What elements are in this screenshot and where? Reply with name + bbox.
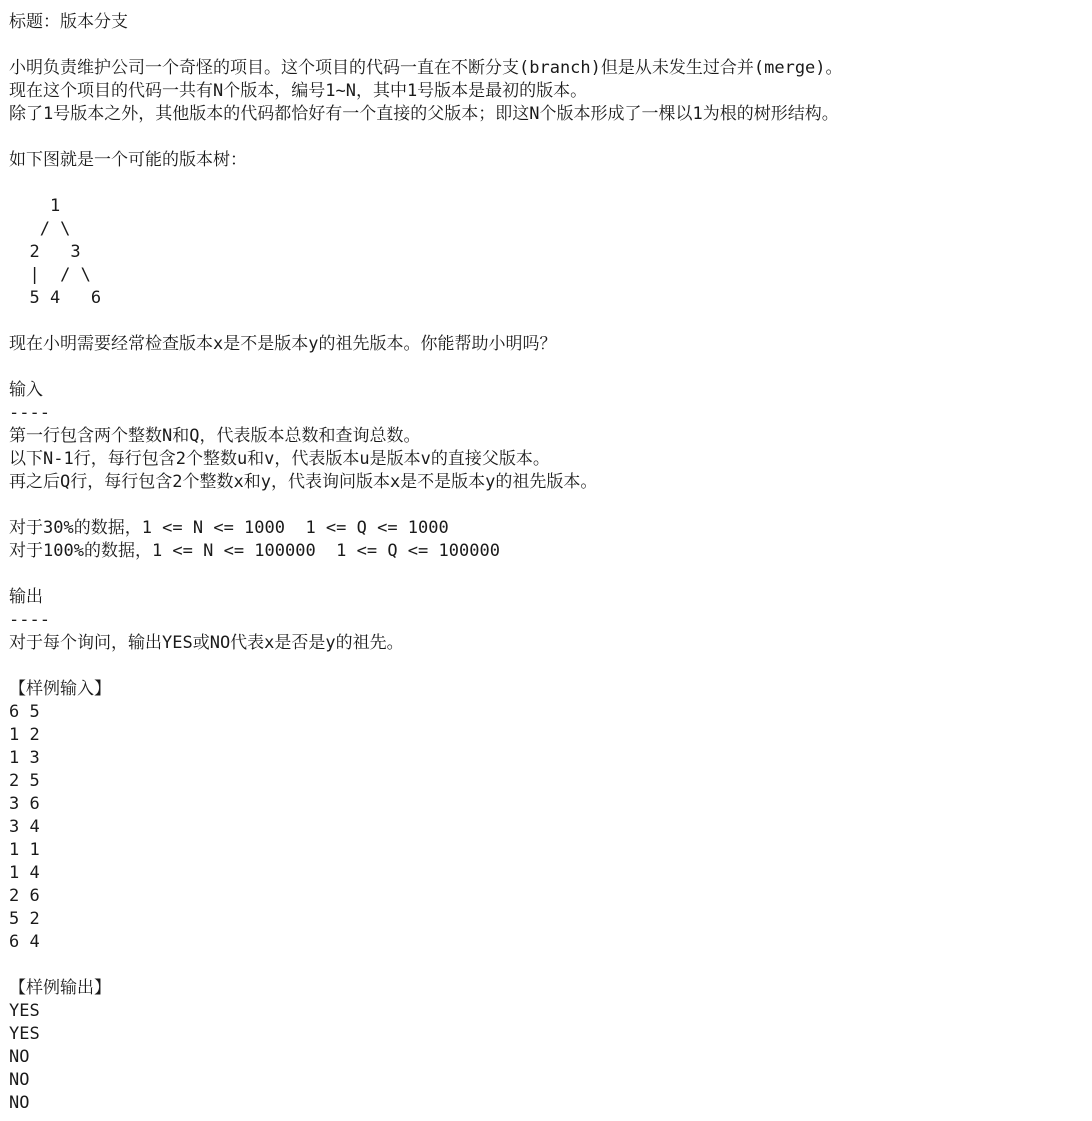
text-line: 如下图就是一个可能的版本树： [9, 150, 247, 170]
text-line: 对于每个询问，输出YES或NO代表x是否是y的祖先。 [9, 633, 404, 653]
text-line: 【样例输出】 [9, 978, 111, 998]
blank-line [9, 356, 1092, 379]
blank-line [9, 563, 1092, 586]
text-line: 对于30%的数据，1 <= N <= 1000 1 <= Q <= 1000 [9, 518, 449, 538]
text-line: 6 4 [9, 932, 40, 952]
text-line: 1 4 [9, 863, 40, 883]
text-line: 5 4 6 [9, 288, 102, 308]
text-line: 2 3 [9, 242, 81, 262]
blank-line [9, 172, 1092, 195]
text-line: NO [9, 1047, 30, 1067]
text-line: ---- [9, 610, 50, 630]
blank-line [9, 655, 1092, 678]
blank-line [9, 310, 1092, 333]
blank-line [9, 954, 1092, 977]
text-line: 除了1号版本之外，其他版本的代码都恰好有一个直接的父版本；即这N个版本形成了一棵以1为根的树形结构。 [9, 104, 839, 124]
text-line: YES [9, 1001, 40, 1021]
text-line: 1 2 [9, 725, 40, 745]
text-line: 3 6 [9, 794, 40, 814]
text-line: 输出 [9, 587, 43, 607]
blank-line [9, 126, 1092, 149]
text-line: 6 5 [9, 702, 40, 722]
text-line: 第一行包含两个整数N和Q，代表版本总数和查询总数。 [9, 426, 421, 446]
text-line: 【样例输入】 [9, 679, 111, 699]
text-line: 1 3 [9, 748, 40, 768]
text-line: 5 2 [9, 909, 40, 929]
text-line: 1 1 [9, 840, 40, 860]
text-line: 现在小明需要经常检查版本x是不是版本y的祖先版本。你能帮助小明吗？ [9, 334, 557, 354]
text-line: 以下N-1行，每行包含2个整数u和v，代表版本u是版本v的直接父版本。 [9, 449, 550, 469]
text-line: / \ [9, 219, 71, 239]
text-line: 2 6 [9, 886, 40, 906]
text-line: 小明负责维护公司一个奇怪的项目。这个项目的代码一直在不断分支(branch)但是从未发生过合并(merge)。 [9, 58, 843, 78]
text-line: NO [9, 1070, 30, 1090]
text-line: 现在这个项目的代码一共有N个版本，编号1~N，其中1号版本是最初的版本。 [9, 81, 588, 101]
text-line: 再之后Q行，每行包含2个整数x和y，代表询问版本x是不是版本y的祖先版本。 [9, 472, 598, 492]
text-line: NO [9, 1093, 30, 1113]
text-line: 2 5 [9, 771, 40, 791]
text-line: 3 4 [9, 817, 40, 837]
text-line: 对于100%的数据，1 <= N <= 100000 1 <= Q <= 100000 [9, 541, 500, 561]
text-line: 1 [9, 196, 61, 216]
text-line: YES [9, 1024, 40, 1044]
text-line: ---- [9, 403, 50, 423]
blank-line [9, 494, 1092, 517]
text-line: 输入 [9, 380, 43, 400]
text-line: 标题：版本分支 [9, 12, 128, 32]
text-line: | / \ [9, 265, 91, 285]
blank-line [9, 34, 1092, 57]
